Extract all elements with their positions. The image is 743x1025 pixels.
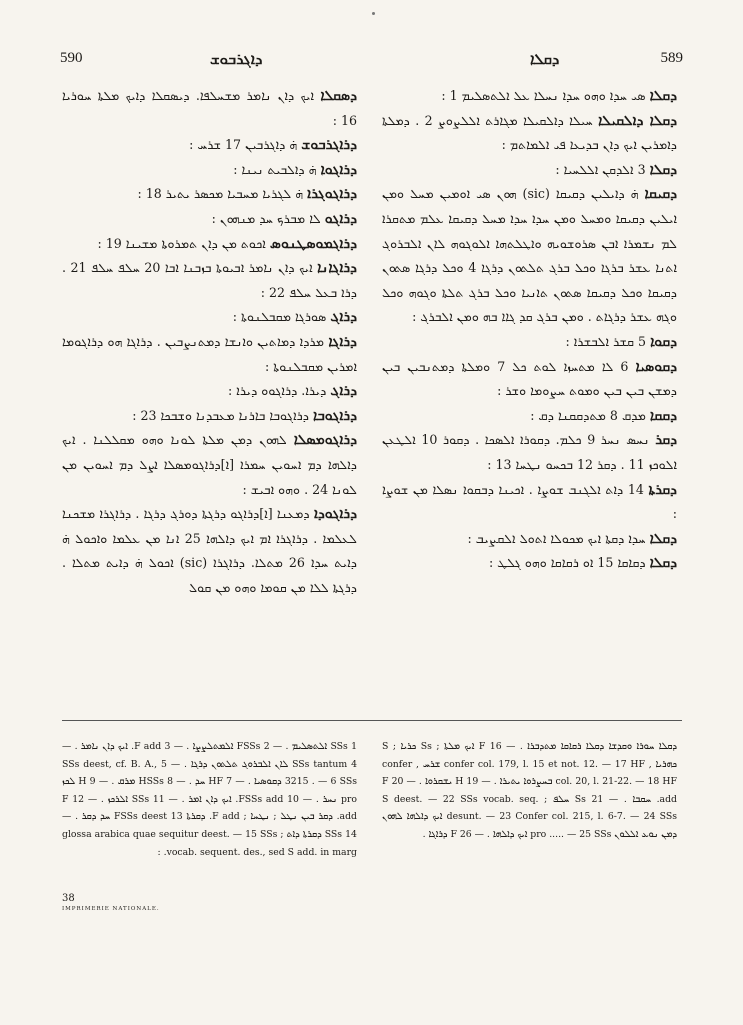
entry-text: ܠܗܘܢ ܕܡܢ ܡܠܬܐ ܠܘܢܐ ܘܗܘ ܡܩܠܠܢܐ . ܐܝܟ ܕܐܠܗܐ ܕܡ ܐܚܘܝܢ ܚܡܪܐ [ܐ]ܕܪܐܓܘܡܣܠܐ ܐܨܠ ܕܡ ܐܚܘܝܢ ܡܢ ܠܘܢܐ 24 . ܘܗܘ ܐܒܝܫ : bbox=[62, 432, 357, 497]
entry-lemma: ܕܩܠܐ bbox=[649, 555, 677, 572]
entry-text: ܣܝ ܚܕܐ ܘܗܘ ܚܕܐ ܢܚܠܐ ܥܠ ܐܠܬܣܠܝܡ 1 : bbox=[441, 88, 646, 103]
dictionary-entry bbox=[382, 551, 677, 576]
entry-lemma: ܕܪܐܓܡܘܣܛܢܘܣ bbox=[269, 235, 357, 252]
footnotes-right: ܕܩܠܐ ܚܘܪܐ ܘܩܕܫܐ ܕܩܠܐ ܪܩܐܩܐ ܡܬܕܒܪܐ . — 16 F ܐܝܟ ܡܠܬܐ ; Ss ܟܪܝܐ ; S ܟܗܪܝܐ , confer col. 179, l. 15 et not. 12. — 17 HF ܫܪܚ , confer col. 20, l. 21-22. — 18 HF ܒܚܨܪܘܐ ܝܬܝܪܐ . — 19 H ܝܫܩܪܘܐ . — 20 F add. ܚܩܒܐ . — 21 Ss ܚܠܦ ; S deest. — 22 SSs vocab. seq. desunt. — 23 Confer col. 215, l. 6-7. — 24 SSs ܐܝܟ ܕܐܠܗܐ ܠܗܘܢ ܕܡܢ ܢܘܥ ܐܠܠܘܢ pro ..... — 25 SSs ܐܝܟ ܕܐܠܗܐ . — 26 F ܕܪܐܓܐ . bbox=[382, 741, 677, 840]
left-column bbox=[62, 84, 357, 600]
entry-text: ܕܝܪܐ. ܕܪܐܓܘܘ ܕܝܪܐ : bbox=[228, 383, 327, 399]
entry-text: 3 ܐܠܕܩܢ ܐܠܠܚܝܐ : bbox=[555, 161, 646, 177]
entry-lemma: ܕܩܩܐ bbox=[649, 407, 677, 424]
right-column bbox=[382, 84, 677, 576]
dictionary-entry bbox=[62, 182, 357, 207]
running-head-left: ܕܐܓܪܒܘܫ bbox=[210, 50, 263, 68]
dictionary-entry bbox=[382, 84, 677, 109]
dictionary-entry bbox=[382, 428, 677, 477]
running-head-right: ܕܩܠܐ bbox=[530, 50, 560, 68]
dictionary-entry bbox=[382, 330, 677, 355]
entry-lemma: ܕܪܐܓܘܕܐ bbox=[313, 506, 358, 523]
entry-lemma: ܕܪܐܓܘܓܪܐ bbox=[307, 186, 357, 203]
dictionary-entry bbox=[62, 305, 357, 330]
dictionary-entry bbox=[62, 428, 357, 502]
entry-lemma: ܕܩܠܐ bbox=[649, 161, 677, 178]
dictionary-entry bbox=[62, 256, 357, 305]
entry-lemma: ܕܩܘܣܝܐ bbox=[635, 358, 677, 375]
entry-lemma: ܕܩܠܐ bbox=[649, 530, 677, 547]
entry-text: ܚܝܠܐ ܕܐܠܩܝܠܐ ܡܓܐܪܬ ܐܠܠܨܘܨ 2 . ܕܡܠܬܐ ܕܐܡܪܝܢ ܐܝܟ ܕܐܢ ܒܕܝܥܐ ܦܝ ܐܠܡܐܬܡ : bbox=[382, 112, 677, 153]
entry-text: ܐܟܘܬ ܡܢ ܕܐܢ ܬܡܪܘܬܐ ܡܫܝܢܐ 19 : bbox=[97, 235, 266, 251]
page-number-left: 590 bbox=[60, 50, 83, 66]
entry-lemma: ܕܪܐܓ bbox=[330, 383, 357, 400]
dictionary-entry bbox=[62, 330, 357, 379]
dictionary-entry bbox=[382, 109, 677, 158]
entry-text: ܐܝܟ ܕܐܢ ܢܐܡܪ ܐܒܝܘܬܐ ܒܙܒܢܐ ܐܒܐ 20 ܚܠܦ ܚܠܦ 21 . ܕܪܐ ܒܥܠ ܚܠܦ 22 : bbox=[62, 260, 357, 300]
dictionary-entry bbox=[62, 404, 357, 429]
dictionary-entry bbox=[382, 355, 677, 404]
entry-text: ܗ̇ ܕܐܓܪܒܝܢ 17 ܫܪܚ : bbox=[189, 137, 298, 153]
dictionary-entry bbox=[62, 502, 357, 600]
entry-text: ܕܩܐܩܐ 15 ܐܘ ܪܩܐܩܐ ܘܗܘ ܓܠܛ : bbox=[488, 555, 646, 571]
entry-lemma: ܕܩܪܬܐ bbox=[648, 481, 677, 498]
signature-mark: 38 bbox=[62, 893, 75, 904]
dictionary-entry bbox=[382, 182, 677, 330]
entry-text: ܡܪܕܐ ܕܡܐܬܝܢ ܘܐܢܫܐ ܕܡܬܢܨܒܝܢ . ܕܪܐܓܐ ܗܘ ܕܪܐܓܘܡܐ ܐܡܪܝܢ ܡܩܒܠܢܘܬܐ : bbox=[62, 333, 357, 374]
dictionary-entry bbox=[62, 232, 357, 257]
entry-lemma: ܕܩܪ bbox=[655, 432, 677, 449]
entry-lemma: ܕܪܐܓܐܢܐ bbox=[317, 260, 357, 277]
entry-lemma: ܕܪܐܓܪܒܘܫ bbox=[301, 137, 357, 154]
entry-text: ܗ̇ ܕܐܠܒܝܬ ܢܝܢܐ : bbox=[233, 161, 317, 177]
entry-lemma: ܕܩܠܐ bbox=[649, 88, 677, 104]
entry-lemma: ܕܩܘܐ bbox=[650, 333, 677, 350]
imprint: IMPRIMERIE NATIONALE. bbox=[62, 906, 160, 912]
entry-text: ܕܡܥܢܐ [ܐ]ܕܪܐܓܘ ܕܪܓܬܐ ܕܘܪܓ ܕܪܓܐ . ܕܪܐܓܪܐ ܡܫܟܢܐ ܠܥܠܡܐ . ܕܪܐܓܪܐ ܐܡ ܐܝܟ ܕܐܠܗܐ 25 ܐܢܐ ܡܢ ܥܠܡܐ ܘܐܟܘܠ ܗ̇ ܕܐܝܬ ܚܕܐ 26 ܡܬܠܐ. ܕܪܐܓܪܐ (sic) ܐܟܘܠ ܗ̇ ܕܐܝܬ ܡܬܠܐ . ܕܪܓܬܐ ܠܠܐ ܡܢ ܩܘܡܐ ܘܗܘ ܡܢ ܩܘܠ bbox=[62, 506, 358, 595]
entry-text: ܕܪܐܓܘܒܐ ܒܐܪܢܐ ܡܥܒܕܢܐ ܘܫܒܟܐ 23 : bbox=[132, 407, 309, 423]
dictionary-entry bbox=[382, 158, 677, 183]
footnote-divider bbox=[62, 720, 682, 721]
entry-text: 5 ܩܫܪ ܐܠܒܫܪܐ : bbox=[565, 333, 647, 349]
dictionary-entry bbox=[382, 478, 677, 527]
entry-lemma: ܕܩܝܩܐ bbox=[644, 186, 677, 203]
entry-text: ܡܕܩ 8 ܡܬܕܩܩܢܐ ܕܩ : bbox=[530, 407, 646, 423]
entry-lemma: ܕܪܐܓܘ bbox=[324, 210, 357, 227]
dictionary-entry bbox=[62, 84, 357, 133]
page-number-right: 589 bbox=[660, 50, 683, 66]
entry-lemma: ܕܪܐܓܐ bbox=[328, 333, 357, 350]
entry-text: 6 ܠܐ ܡܬܚܙܐ ܠܘܬ ܟܠ 7 ܘܡܠܬܐ ܕܡܬܢܒܝܢ ܒܝܢ ܕܡܫܢ ܒܝܢ ܒܝܢ ܘܡܘܬ ܚܨܘܡܐ ܘܫܪ : bbox=[382, 358, 677, 399]
dictionary-entry bbox=[382, 404, 677, 429]
entry-text: ܠܐ ܡܒܪܟ ܚܕ ܡܢܗܘܢ : bbox=[211, 210, 321, 226]
entry-text: ܐܝܟ ܕܐܢ ܢܐܡܪ ܡܫܚܠܦܐ. ܕܝܣܩܠܐ ܕܐܝܟ ܡܠܬܐ ܚܘܪܝܐ 16 : bbox=[62, 88, 357, 128]
dictionary-entry bbox=[382, 527, 677, 552]
entry-text: ܗ̇ ܕܐܝܠܝܢ ܕܩܝܩܐ (sic) ܗܘܢ ܣܝ ܐܘܡܝܢ ܡܚܠ ܘܡܢ ܐܝܠܝܢ ܕܩܝܩܐ ܘܡܚܠ ܘܡܢ ܚܕܐ ܚܕܐ ܡܚܠ ܕܩܝܩܐ ܥܠܡ ܡܬܩܪܐ ܠܡ ܢܫܡܪܐ ܐܒܢ ܣܪܘܫܘܝܗ ܘܐܛܠܬܗܐ ܐܠܘܓܘܗ ܠܐܢ ܐܠܒܪܘܓ ܐܬܢܐ ܥܫܪ ܒܪܓܐ ܘܟܠ ܒܪܓ ܬܠܬܘܢ ܕܪܓܐ 4 ܘܟܠ ܕܪܓܐ ܣܬܘܢ ܕܩܝܩܐ ܘܟܠ ܕܩܝܩܐ ܣܬܘܢ ܬܐܢܝܐ ܘܟܠ ܒܪܓ ܬܠܬܐ ܘܓܘܗ ܘܟܠ ܘܓܗ ܥܫܪ ܕܪܓܐܬ . ܘܡܢ ܒܪܓ ܩܕ ܓܐܐ ܒܗ ܘܡܢ ܐܠܒܪܓ : bbox=[382, 186, 677, 325]
dictionary-entry bbox=[62, 133, 357, 158]
entry-text: 14 ܕܐܬ ܐܠܓܢܒ ܫܘܨܐ . ܐܟܝܢܐ ܕܒܩܘܐ ܢܣܠܐ ܡܢ ܫܘܨܐ : bbox=[382, 481, 677, 522]
entry-text: ܗ̇ ܠܓܪܝܐ ܡܚܒܝܐ ܡܟܣܪ ܝܬܝܪ 18 : bbox=[137, 186, 304, 202]
page-header bbox=[60, 50, 683, 72]
entry-lemma: ܕܩܠܐ ܕܐܠܩܝܠܐ bbox=[598, 112, 677, 129]
dictionary-entry bbox=[62, 207, 357, 232]
footnotes-left: 1 SSs ܐܠܬܣܠܝܡ . — 2 FSSs ܐܠܡܬܠܨܨܐ . — 3 F add. ܐܝܟ ܕܐܢ ܢܐܡܪ . — 4 SSs tantum ܠܐܢ ܐܠܒܪܘܓ ܬܠܬܘܢ ܕܪܓܐ . — 5 SSs deest, cf. B. A., 3215 . — 6 SSs ܕܩܘܣܝܐ . — 7 HF ܚܕ . — 8 HSSs ܡܪܩ . — 9 H ܠܟܙ pro ܢܚܪ . — 10 FSSs add. ܐܝܟ ܕܐܢ ܐܡܪ . — 11 SSs ܐܠܪܟܙ . — 12 F add. ܕܩܪ ܒܝܢ ܢܛܠ ; ܢܛܚܐ ; F add. ܕܩܪܬܐ 13 FSSs deest ܚܕ ܕܩܪ . — 14 SSs ܕܩܪܬܐ ܕܐܬ ; glossa arabica quae sequitur deest. — 15 SSs vocab. sequent. des., sed S add. in marg. : bbox=[62, 741, 357, 858]
entry-lemma: ܕܪܐܓܘܒܐ bbox=[313, 407, 357, 424]
dictionary-entry bbox=[62, 379, 357, 404]
page-dot bbox=[372, 12, 375, 15]
entry-text: ܚܕܐ ܕܩܬܐ ܐܝܟ ܡܟܘܠܐ ܐܬܘܠ ܐܠܩܨܝܒ : bbox=[467, 530, 646, 546]
entry-text: ܣܘܪܓܐ ܡܩܒܠܢܘܬܐ : bbox=[232, 309, 327, 325]
entry-lemma: ܕܣܩܠܐ bbox=[320, 88, 357, 104]
entry-text: ܢܚܣ ܢܚܪ 9 ܟܠܡ. ܕܩܘܪܐ ܐܠܣܟܐ . ܕܩܘܪ 10 ܐܠܛܥܢ ܐܠܘܟܙ 11 . ܕܩܪ 12 ܒܟܚܘ ܢܛܚܐ 13 : bbox=[382, 432, 677, 472]
entry-lemma: ܕܪܐܓ bbox=[330, 309, 357, 326]
dictionary-entry bbox=[62, 158, 357, 183]
entry-lemma: ܕܪܐܓܘܐ bbox=[320, 161, 357, 178]
entry-lemma: ܕܪܐܓܘܡܣܠܐ bbox=[293, 432, 357, 449]
